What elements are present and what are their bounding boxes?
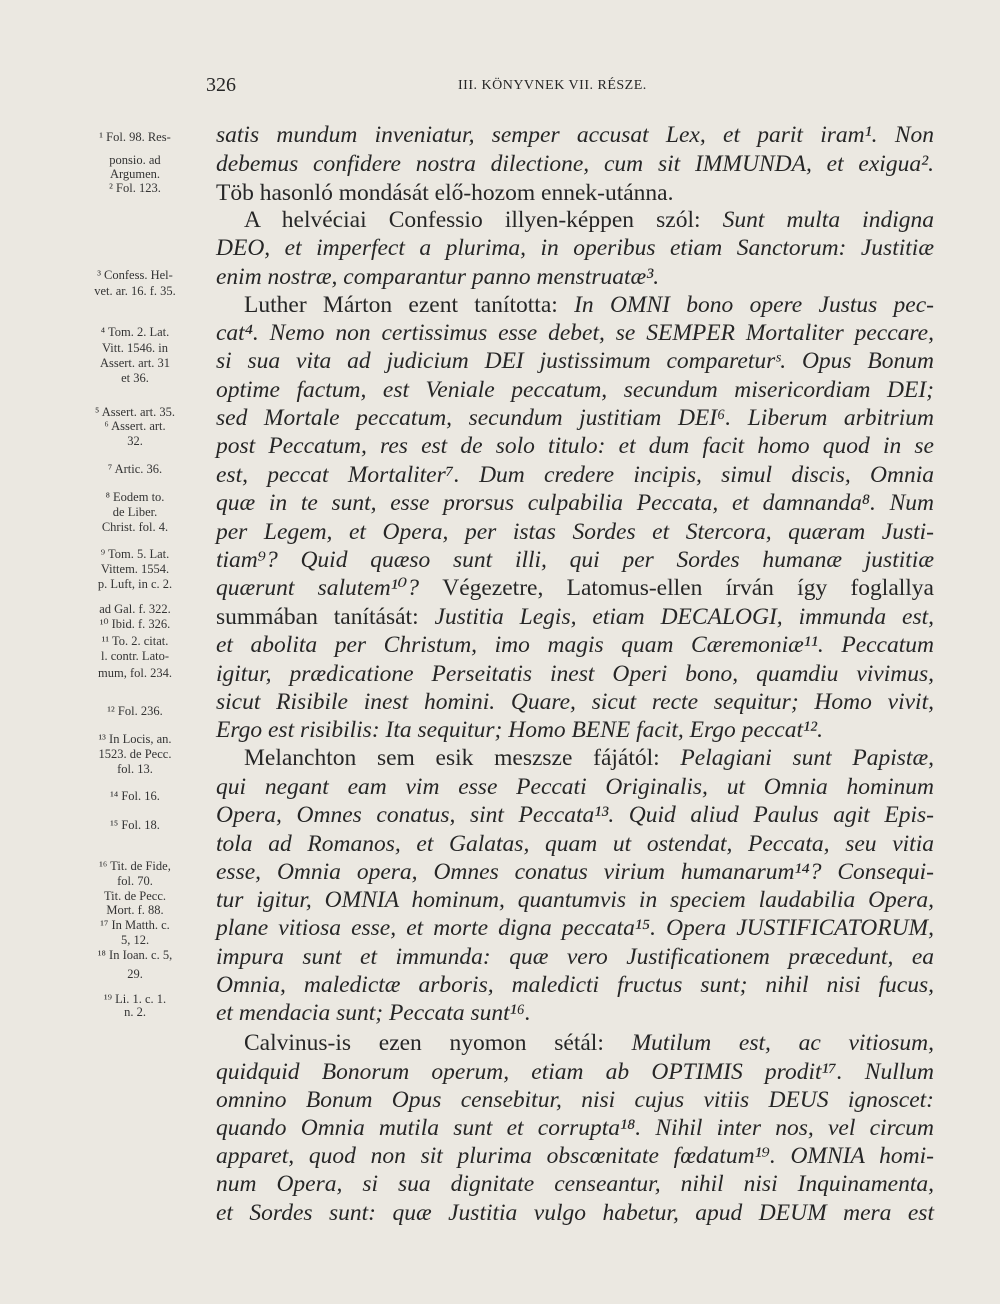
text-line (216, 149, 934, 179)
text-line (216, 460, 934, 490)
margin-note: ad Gal. f. 322. (99, 602, 171, 616)
text-line (216, 829, 934, 859)
running-title: III. KÖNYVNEK VII. RÉSZE. (458, 78, 647, 93)
page-number: 326 (206, 74, 236, 96)
margin-note: ⁵ Assert. art. 35. (94, 405, 176, 419)
margin-note: ¹⁰ Ibid. f. 326. (99, 617, 171, 631)
margin-note: ¹⁶ Tit. de Fide, (99, 859, 171, 873)
text-line (244, 205, 934, 235)
margin-note: de Liber. (112, 505, 158, 519)
margin-note: fol. 70. (117, 874, 153, 888)
text-line (216, 1113, 934, 1143)
text-run: debemus confidere nostra dilectione, cum sit IMMUNDA, et exigua². (216, 151, 934, 177)
text-run: Melanchton sem esik meszsze fájától: (244, 745, 681, 771)
text-line (216, 857, 934, 887)
text-run: Justitia Legis, etiam DECALOGI, immunda est, (434, 604, 934, 630)
text-run: quando Omnia mutila sunt et corrupta¹⁸. Nihil inter nos, vel circum (216, 1115, 934, 1141)
margin-note: ¹ Fol. 98. Res- (99, 130, 171, 144)
margin-note: ¹⁵ Fol. 18. (110, 818, 160, 832)
text-line (216, 1198, 934, 1228)
margin-note: ⁸ Eodem to. (105, 490, 165, 504)
text-run: igitur, prædicatione Perseitatis inest Operi bono, quamdiu vivimus, (216, 661, 934, 687)
text-run: per Legem, et Opera, per istas Sordes et Stercora, quæram Justi- (216, 519, 934, 545)
text-line (216, 602, 934, 632)
text-run: Végezetre, Latomus-ellen írván így foglallya (442, 575, 934, 601)
text-run: A helvéciai Confessio illyen-képpen szól: (244, 207, 723, 233)
text-run: qui negant eam vim esse Peccati Originalis, ut Omnia hominum (216, 774, 934, 800)
text-run: quærunt salutem¹⁰? (216, 575, 443, 601)
text-line (216, 772, 934, 802)
page-header (0, 70, 1000, 100)
text-line (216, 431, 934, 461)
margin-note: ⁴ Tom. 2. Lat. (100, 325, 170, 339)
margin-note: l. contr. Lato- (100, 649, 170, 663)
margin-note: ¹¹ To. 2. citat. (101, 634, 169, 648)
margin-note: ¹⁹ Li. 1. c. 1. (103, 992, 167, 1006)
margin-note: 32. (127, 434, 143, 448)
margin-note: ³ Confess. Hel- (97, 268, 173, 282)
text-run: quæ in te sunt, esse prorsus culpabilia Peccata, et damnanda⁸. Num (216, 490, 934, 516)
margin-note: ⁶ Assert. art. (104, 419, 166, 433)
margin-note: 1523. de Pecc. (98, 747, 172, 761)
text-run: est, peccat Mortaliter⁷. Dum credere incipis, simul discis, Omnia (216, 462, 934, 488)
text-line (216, 1057, 934, 1087)
text-run: et mendacia sunt; Peccata sunt¹⁶. (216, 1000, 531, 1026)
text-run: omnino Bonum Opus censebitur, nisi cujus vitiis DEUS ignoscet: (216, 1087, 934, 1113)
margin-note: ⁹ Tom. 5. Lat. (100, 547, 170, 561)
text-run: In OMNI bono opere Justus pec- (574, 292, 934, 318)
text-line (216, 715, 934, 745)
text-line (216, 1169, 934, 1199)
text-line (216, 403, 934, 433)
text-run: optime factum, est Veniale peccatum, secundum misericordiam DEI; (216, 377, 934, 403)
text-line (216, 262, 934, 292)
text-run: Ergo est risibilis: Ita sequitur; Homo BENE facit, Ergo peccat¹². (216, 717, 823, 743)
text-run: sicut Risibile inest homini. Quare, sicut recte sequitur; Homo vivit, (216, 689, 934, 715)
text-line (216, 970, 934, 1000)
text-line (216, 1085, 934, 1115)
text-line (216, 659, 934, 689)
text-line (216, 120, 934, 150)
margin-note: Vitt. 1546. in (102, 341, 168, 355)
text-line (216, 233, 934, 263)
text-line (216, 800, 934, 830)
text-line (244, 1028, 934, 1058)
text-run: esse, Omnia opera, Omnes conatus virium humanarum¹⁴? Consequi- (216, 859, 934, 885)
text-run: apparet, quod non sit plurima obscœnitate fœdatum¹⁹. OMNIA homi- (216, 1143, 934, 1169)
text-line (244, 743, 934, 773)
text-run: tur igitur, OMNIA hominum, quantumvis in speciem laudabilia Opera, (216, 887, 934, 913)
text-run: Töb hasonló mondását elő-hozom ennek-utánna. (216, 180, 674, 206)
text-line (216, 942, 934, 972)
text-line (216, 318, 934, 348)
text-line (216, 573, 934, 603)
text-run: summában tanítását: (216, 604, 435, 630)
text-run: et Sordes sunt: quæ Justitia vulgo habetur, apud DEUM mera est (216, 1200, 934, 1226)
text-line (216, 1141, 934, 1171)
text-run: tiam⁹? Quid quæso sunt illi, qui per Sordes humanæ justitiæ (216, 547, 934, 573)
margin-note: ¹³ In Locis, an. (98, 732, 172, 746)
text-run: cat⁴. Nemo non certissimus esse debet, se SEMPER Mortaliter peccare, (216, 320, 934, 346)
text-run: plane vitiosa esse, et morte digna peccata¹⁵. Opera JUSTIFICATORUM, (216, 915, 934, 941)
text-run: post Peccatum, res est de solo titulo: et dum facit homo quod in se (216, 433, 934, 459)
text-line (216, 913, 934, 943)
margin-note: p. Luft, in c. 2. (97, 577, 173, 591)
text-run: Mutilum est, ac vitiosum, (631, 1030, 934, 1056)
text-run: DEO, et imperfect a plurima, in operibus etiam Sanctorum: Justitiæ (216, 235, 934, 261)
text-run: Omnia, maledictæ arboris, maledicti fructus sunt; nihil nisi fucus, (216, 972, 934, 998)
text-run: impura sunt et immunda: quæ vero Justificationem præcedunt, ea (216, 944, 934, 970)
text-run: si sua vita ad judicium DEI justissimum compareturˢ. Opus Bonum (216, 348, 934, 374)
margin-note: Argumen. (109, 167, 161, 181)
text-run: et abolita per Christum, imo magis quam Cæremoniæ¹¹. Peccatum (216, 632, 934, 658)
text-run: Calvinus-is ezen nyomon sétál: (244, 1030, 632, 1056)
margin-note: n. 2. (124, 1005, 146, 1019)
margin-note: ⁷ Artic. 36. (107, 462, 163, 476)
text-run: enim nostræ, comparantur panno menstruatæ³. (216, 264, 660, 290)
margin-note: fol. 13. (117, 762, 153, 776)
text-line (216, 375, 934, 405)
text-run: tola ad Romanos, et Galatas, quam ut ostendat, Peccata, seu vitia (216, 831, 934, 857)
text-run: num Opera, si sua dignitate censeantur, nihil nisi Inquinamenta, (216, 1171, 934, 1197)
margin-note: mum, fol. 234. (98, 666, 172, 680)
text-run: Luther Márton ezent tanította: (244, 292, 575, 318)
text-line (216, 998, 934, 1028)
margin-note: ¹⁴ Fol. 16. (110, 789, 160, 803)
text-line (216, 545, 934, 575)
text-line (216, 517, 934, 547)
text-run: quidquid Bonorum operum, etiam ab OPTIMIS prodit¹⁷. Nullum (216, 1059, 934, 1085)
margin-note: ² Fol. 123. (109, 181, 161, 195)
margin-note: ponsio. ad (109, 153, 161, 167)
text-line (216, 346, 934, 376)
margin-note: ¹² Fol. 236. (107, 704, 163, 718)
text-line (216, 687, 934, 717)
text-run: Opera, Omnes conatus, sint Peccata¹³. Quid aliud Paulus agit Epis- (216, 802, 934, 828)
text-line (216, 178, 934, 208)
text-line (216, 885, 934, 915)
text-run: Sunt multa indigna (722, 207, 934, 233)
text-run: Pelagiani sunt Papistæ, (680, 745, 934, 771)
margin-note: vet. ar. 16. f. 35. (94, 284, 176, 298)
margin-note: 5, 12. (120, 933, 150, 947)
margin-note: Vittem. 1554. (100, 562, 170, 576)
margin-note: Mort. f. 88. (106, 903, 164, 917)
text-run: satis mundum inveniatur, semper accusat Lex, et parit iram¹. Non (216, 122, 934, 148)
text-line (244, 290, 934, 320)
margin-note: Tit. de Pecc. (103, 889, 167, 903)
text-run: sed Mortale peccatum, secundum justitiam DEI⁶. Liberum arbitrium (216, 405, 934, 431)
margin-note: ¹⁸ In Ioan. c. 5, (97, 948, 173, 962)
margin-note: 29. (127, 967, 143, 981)
margin-note: Assert. art. 31 (99, 356, 171, 370)
text-line (216, 630, 934, 660)
margin-note: Christ. fol. 4. (101, 520, 169, 534)
text-line (216, 488, 934, 518)
margin-note: et 36. (121, 371, 149, 385)
margin-note: ¹⁷ In Matth. c. (100, 918, 170, 932)
